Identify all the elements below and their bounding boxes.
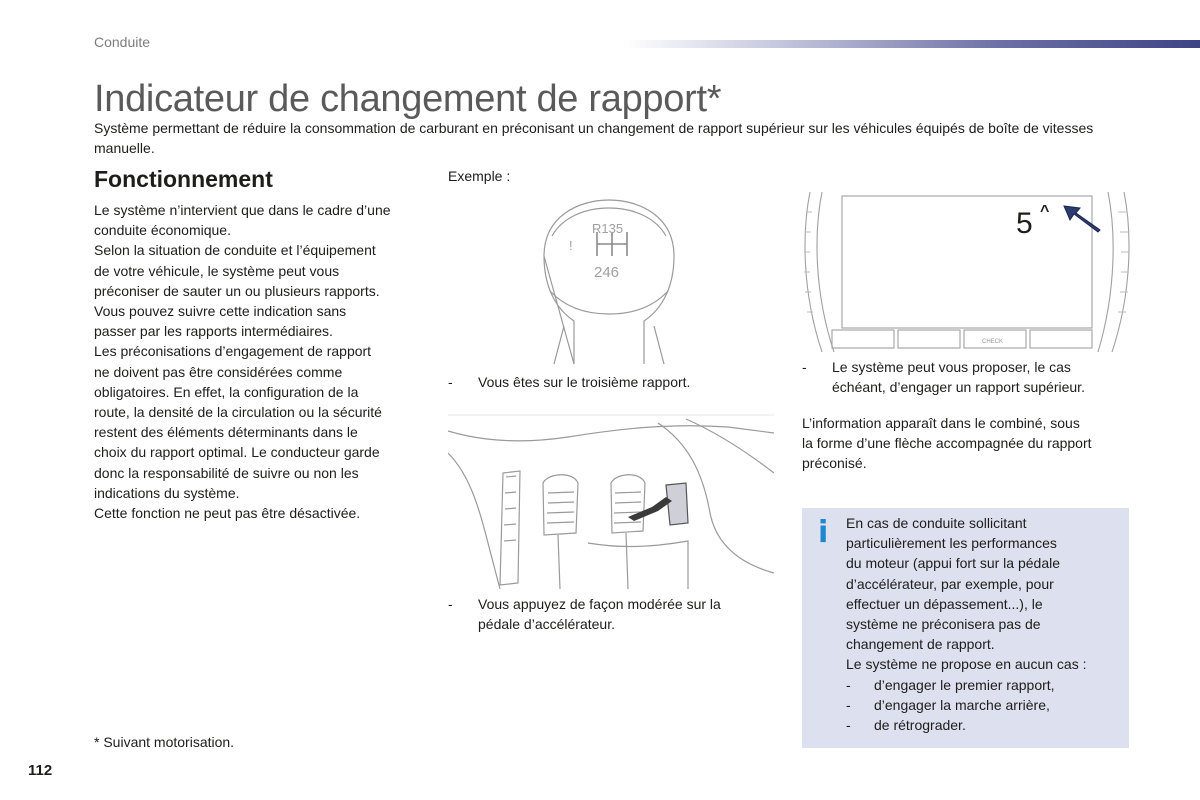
caption-dash: - <box>448 374 453 390</box>
pedal-caption <box>448 594 768 634</box>
body-line: Vous pouvez suivre cette indication sans <box>94 303 347 320</box>
gear-knob-top-row: R135 <box>592 221 624 236</box>
body-paragraph <box>94 200 424 523</box>
gear-knob-reverse-mark: ! <box>569 238 573 253</box>
cluster-check-label: CHECK <box>982 339 1004 345</box>
list-text: de rétrograder. <box>874 717 966 734</box>
cluster-caption <box>802 357 1132 397</box>
info-list-item <box>846 675 1116 695</box>
gear-knob-illustration <box>524 196 694 366</box>
cluster-explanation <box>802 413 1132 474</box>
body-line: indications du système. <box>94 484 240 501</box>
body-line: Les préconisations d’engagement de rapport <box>94 343 372 360</box>
body-line: Le système n’intervient que dans le cadre d’une <box>94 202 391 218</box>
info-icon: i <box>818 515 829 550</box>
body-line: obligatoires. En effet, la configuration de la <box>94 383 359 400</box>
info-text <box>846 513 1116 675</box>
body-line: de votre véhicule, le système peut vous <box>94 262 340 279</box>
list-text: d’engager le premier rapport, <box>874 677 1055 693</box>
cluster-gear-number: 5 <box>1016 207 1033 240</box>
intro-text: Système permettant de réduire la consommation de carburant en préconisant un changement de rapport supérieur sur les véhicules équipés de boîte de vitesses manuelle. <box>94 120 1094 156</box>
body-line: choix du rapport optimal. Le conducteur garde <box>94 444 380 461</box>
explanation-line: la forme d’une flèche accompagnée du rapport <box>802 435 1092 452</box>
body-line: restent des éléments déterminants dans le <box>94 424 358 441</box>
section-heading: Fonctionnement <box>94 166 273 192</box>
info-line: changement de rapport. <box>846 636 995 653</box>
info-line: du moteur (appui fort sur la pédale <box>846 555 1061 572</box>
caption-dash: - <box>448 596 453 612</box>
body-line: Selon la situation de conduite et l’équipement <box>94 242 376 259</box>
pedal-illustration <box>448 413 774 589</box>
info-line: En cas de conduite sollicitant <box>846 515 1027 531</box>
footnote: * Suivant motorisation. <box>94 734 235 750</box>
body-line: préconiser de sauter un ou plusieurs rapports. <box>94 282 380 299</box>
body-line: conduite économique. <box>94 222 231 239</box>
body-line: donc la responsabilité de suivre ou non les <box>94 464 359 481</box>
info-list <box>846 675 1116 736</box>
gear-caption <box>448 372 768 392</box>
list-dash: - <box>846 717 851 734</box>
body-line: Cette fonction ne peut pas être désactivée. <box>94 505 361 522</box>
info-line: d’accélérateur, par exemple, pour <box>846 575 1054 592</box>
list-text: d’engager la marche arrière, <box>874 697 1050 714</box>
gear-knob-bottom-row: 246 <box>594 264 620 281</box>
body-line: route, la densité de la circulation ou la sécurité <box>94 404 382 421</box>
info-line: système ne préconisera pas de <box>846 616 1041 633</box>
info-list-item <box>846 695 1116 715</box>
info-list-item <box>846 715 1116 735</box>
caption-dash: - <box>802 359 807 375</box>
caption-text-line: pédale d’accélérateur. <box>478 616 615 632</box>
cluster-shift-up-arrow: ^ <box>1040 203 1050 220</box>
explanation-line: préconisé. <box>802 455 867 472</box>
section-label: Conduite <box>94 34 151 50</box>
body-line: passer par les rapports intermédiaires. <box>94 323 333 340</box>
caption-text-line: échéant, d’engager un rapport supérieur. <box>832 379 1085 395</box>
header-bar <box>624 40 1200 48</box>
list-dash: - <box>846 697 851 714</box>
page-title: Indicateur de changement de rapport* <box>94 78 722 120</box>
info-line: Le système ne propose en aucun cas : <box>846 656 1087 673</box>
body-line: ne doivent pas être considérées comme <box>94 363 343 380</box>
explanation-line: L’information apparaît dans le combiné, sous <box>802 415 1080 431</box>
caption-text-line: Vous appuyez de façon modérée sur la <box>478 596 721 612</box>
caption-text: Vous êtes sur le troisième rapport. <box>478 374 691 390</box>
instrument-cluster-illustration <box>802 192 1132 352</box>
example-label: Exemple : <box>448 168 511 184</box>
caption-text-line: Le système peut vous proposer, le cas <box>832 359 1071 375</box>
info-line: particulièrement les performances <box>846 535 1057 552</box>
list-dash: - <box>846 677 851 693</box>
info-line: effectuer un dépassement...), le <box>846 595 1043 612</box>
page-number: 112 <box>28 762 53 779</box>
